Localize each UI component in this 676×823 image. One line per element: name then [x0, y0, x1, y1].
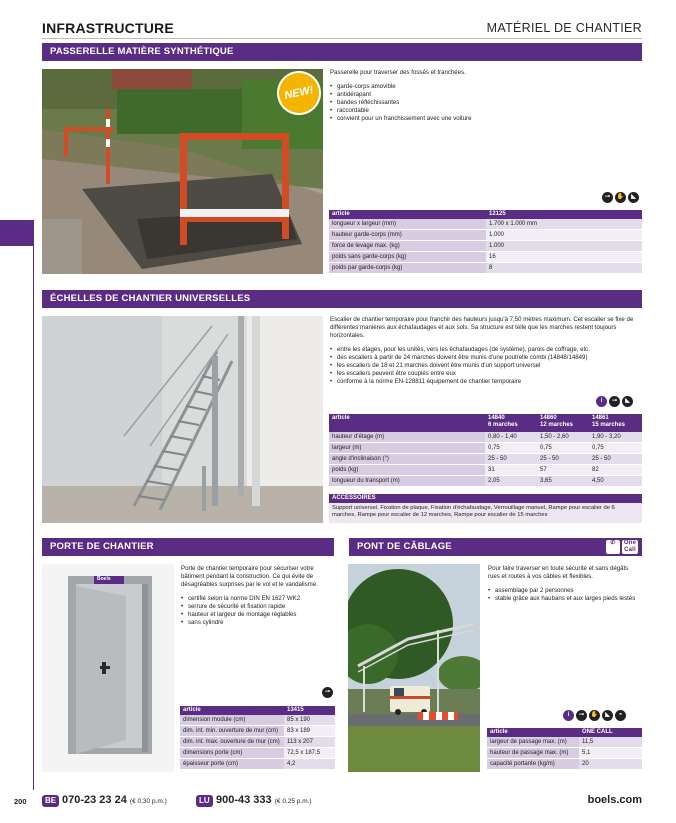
section3-intro: Porte de chantier temporaire pour sécuriser votre bâtiment pendant la construction. Ce qui évite de désagréables surprises par le vol et le vandalisme. [181, 565, 318, 588]
section-title-passerelle [42, 43, 642, 61]
header-rule [42, 38, 642, 39]
table-row: capacité portante (kg/m) 20 [487, 759, 642, 770]
list-item: • entre les étages, pour les unités, vers les échafaudages (de système), parois de coffrage, etc. [330, 346, 640, 354]
lu-tag: LU [196, 795, 213, 807]
section1-spec-table [329, 210, 642, 274]
section3-spec-table [180, 706, 335, 770]
table-row: épaisseur porte (cm) 4,2 [180, 759, 335, 770]
list-item: • convient pour un franchissement avec une voiture [330, 115, 640, 123]
list-item: • sans cylindre [181, 619, 331, 627]
section4-spec-table [487, 728, 642, 770]
boot-icon: ◣ [602, 710, 613, 721]
table-row: hauteur d'étage (m) 0,80 - 1,40 1,50 - 2,60 1,90 - 3,20 [329, 432, 642, 443]
lu-phone-note: (€ 0,25 p.m.) [274, 798, 312, 805]
page-title: INFRASTRUCTURE [42, 20, 174, 36]
hand-icon: ✋ [589, 710, 600, 721]
list-item: • des escaliers à partir de 24 marches doivent être munis d'une poutrelle combi (14848/14849) [330, 354, 640, 362]
handle-icon: ⊸ [602, 192, 613, 203]
list-item: • conforme à la norme EN-128811 équipement de chantier temporaire [330, 378, 640, 386]
handle-icon: ⊸ [576, 710, 587, 721]
list-item: • serrure de sécurité et fixation rapide [181, 603, 331, 611]
section4-bullets [488, 587, 640, 603]
list-item: • les escaliers peuvent être couplés entre eux [330, 370, 640, 378]
handle-icon: ⊸ [609, 396, 620, 407]
list-item: • raccordable [330, 107, 640, 115]
section2-spec-table [329, 414, 642, 487]
section1-description [330, 69, 640, 123]
section2-icons [596, 396, 633, 407]
table-row: longueur x largeur (mm) 1.700 x 1.000 mm [329, 219, 642, 230]
table-row: poids sans garde-corps (kg) 16 [329, 252, 642, 263]
section3-description [181, 565, 331, 627]
table-row: poids par garde-corps (kg) 8 [329, 263, 642, 274]
table-header: 14860 12 marches [537, 414, 589, 432]
accessories-list: Support universel, Fixation de plaque, Fixation d'échafaudage, Verrouillage manuel, Rampe pour escalier de 6 marches, Rampe pour escalier de 12 marches, Rampe pour escalier de 15 marches [329, 503, 642, 523]
helmet-icon: ◓ [615, 710, 626, 721]
section3-icons [322, 687, 333, 698]
table-row: hauteur de passage max. (m) 5,1 [487, 748, 642, 759]
info-icon: i [596, 396, 607, 407]
section4-intro: Pour faire traverser en toute sécurité et sans dégâts rues et routes à vos câbles et flexibles. [488, 565, 629, 580]
section-title-text: PORTE DE CHANTIER [50, 541, 154, 552]
table-header: 13415 [284, 706, 335, 715]
one-call-badge [606, 540, 638, 554]
porte-brand-label: Boels [97, 576, 111, 582]
list-item: • bandes réfléchissantes [330, 99, 640, 107]
list-item: • stable grâce aux haubans et aux larges pieds lestés [488, 595, 640, 603]
table-row: dimension module (cm) 85 x 190 [180, 715, 335, 726]
table-header: ONE CALL [579, 728, 642, 737]
section2-description [330, 316, 640, 386]
table-header: article [487, 728, 579, 737]
list-item: • hauteur et largeur de montage réglables [181, 611, 331, 619]
section-title-text: PASSERELLE MATIÈRE SYNTHÉTIQUE [50, 46, 234, 57]
section1-intro: Passerelle pour traverser des fossés et tranchées. [330, 69, 466, 76]
be-phone[interactable] [62, 794, 167, 806]
section-title-porte [42, 538, 334, 556]
table-row: hauteur garde-corps (mm) 1.000 [329, 230, 642, 241]
page-header [42, 20, 642, 40]
section3-bullets [181, 595, 331, 627]
lu-phone-number: 900-43 333 [216, 794, 272, 806]
section-title-text: ÉCHELLES DE CHANTIER UNIVERSELLES [50, 293, 251, 304]
table-row: force de levage max. (kg) 1.000 [329, 241, 642, 252]
table-row: largeur (m) 0,75 0,75 0,75 [329, 443, 642, 454]
section2-intro: Escalier de chantier temporaire pour franchir des hauteurs jusqu'à 7,50 mètres maximum. Cet escalier se fixe de différentes manières aux échafaudages et aux sols. Sa structure est telle que les marches restent toujours horizontales. [330, 316, 634, 339]
list-item: • antidérapant [330, 91, 640, 99]
table-header: 14840 6 marches [485, 414, 537, 432]
table-header: article [180, 706, 284, 715]
side-rule [33, 220, 34, 790]
table-header: 14861 15 marches [589, 414, 642, 432]
porte-photo [42, 564, 174, 772]
section1-icons [602, 192, 639, 203]
pont-photo [348, 564, 480, 772]
echelle-photo [42, 316, 323, 523]
hand-icon: ✋ [615, 192, 626, 203]
side-tab [0, 220, 33, 246]
list-item: • garde-corps amovible [330, 83, 640, 91]
boot-icon: ◣ [622, 396, 633, 407]
table-row: longueur du transport (m) 2,05 3,65 4,50 [329, 476, 642, 487]
new-badge: NEW! [273, 67, 325, 119]
section4-icons [563, 710, 626, 721]
list-item: • assemblage par 2 personnes [488, 587, 640, 595]
table-header: article [329, 210, 486, 219]
website-link[interactable]: boels.com [587, 794, 642, 806]
page-number: 200 [14, 797, 27, 806]
table-row: poids (kg) 31 57 82 [329, 465, 642, 476]
lu-phone[interactable] [216, 794, 312, 806]
section-title-pont [349, 538, 642, 556]
section-title-text: PONT DE CÂBLAGE [357, 541, 452, 552]
phone-icon: ✆ [606, 540, 620, 554]
be-phone-note: (€ 0,30 p.m.) [129, 798, 167, 805]
table-row: dim. int. min. ouverture de mur (cm) 83 x 189 [180, 726, 335, 737]
table-row: dimensions porte (cm) 72,5 x 187,5 [180, 748, 335, 759]
table-header: 12125 [486, 210, 642, 219]
list-item: • les escaliers de 18 et 21 marches doivent être munis d'un support universel [330, 362, 640, 370]
be-tag: BE [42, 795, 59, 807]
section2-bullets [330, 346, 640, 386]
page-category: MATÉRIEL DE CHANTIER [486, 21, 642, 35]
table-row: largeur de passage max. (m) 11,5 [487, 737, 642, 748]
one-call-label: One Call [623, 540, 637, 553]
section1-bullets [330, 83, 640, 123]
boot-icon: ◣ [628, 192, 639, 203]
section4-description [488, 565, 640, 603]
table-row: dim. int. max. ouverture de mur (cm) 113 x 207 [180, 737, 335, 748]
section-title-echelles [42, 290, 642, 308]
table-header: article [329, 414, 485, 432]
info-icon: i [563, 710, 574, 721]
list-item: • certifié selon la norme DIN EN 1627 WK2 [181, 595, 331, 603]
table-row: angle d'inclinaison (°) 25 - 50 25 - 50 25 - 50 [329, 454, 642, 465]
be-phone-number: 070-23 23 24 [62, 794, 127, 806]
handle-icon: ⊸ [322, 687, 333, 698]
accessories-header: ACCESSOIRES [329, 494, 642, 503]
footer [0, 792, 676, 812]
